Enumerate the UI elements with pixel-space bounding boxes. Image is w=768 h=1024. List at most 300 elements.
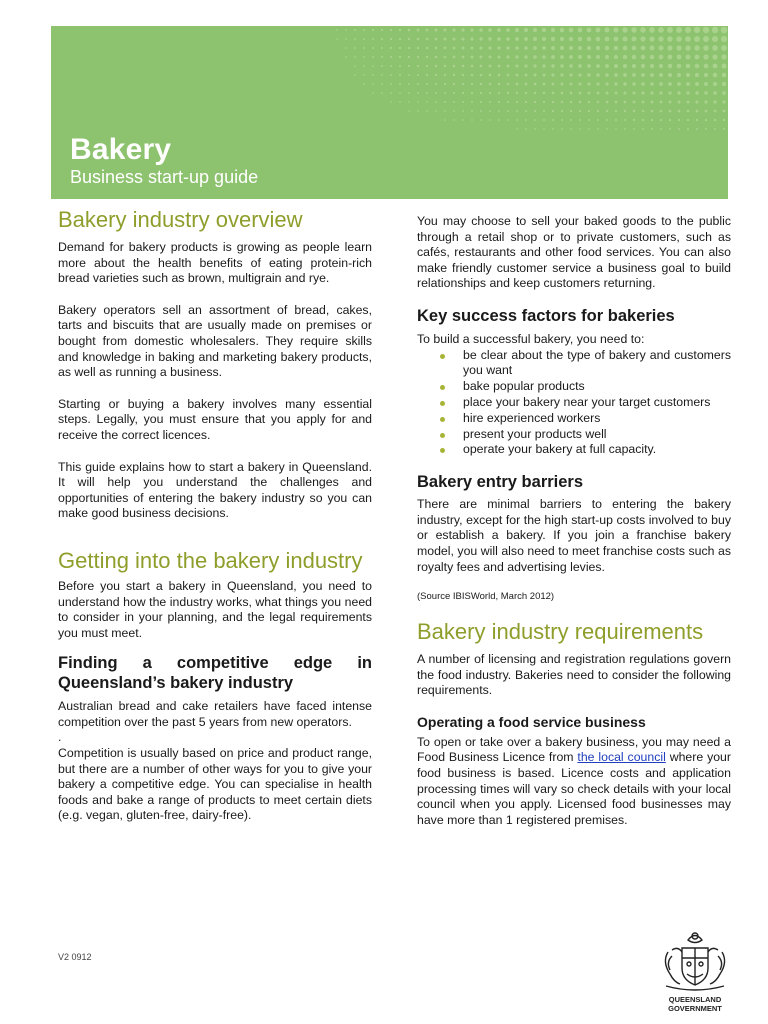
banner-dot (597, 101, 600, 104)
banner-dot (462, 56, 465, 59)
paragraph-starting: Starting or buying a bakery involves many essential steps. Legally, you must ensure that you apply for and receive the correct licences. (58, 396, 372, 442)
banner-dot (507, 101, 509, 103)
banner-dot (605, 73, 609, 77)
banner-dot (408, 74, 410, 76)
paragraph-key-intro: To build a successful bakery, you need to: (417, 331, 645, 346)
banner-dot (667, 27, 673, 33)
banner-dot (721, 54, 726, 59)
banner-dot (551, 64, 554, 67)
banner-dot (570, 92, 573, 95)
banner-dot (587, 64, 591, 68)
banner-dot (696, 119, 698, 121)
banner-dot (640, 36, 645, 41)
banner-dot (632, 64, 636, 68)
paragraph-entry-barriers: There are minimal barriers to entering the bakery industry, except for the high start-up costs involved to buy or establish a bakery. If you join a franchise bakery model, you will also need to meet franchise costs such as royalty fees and advertising levies. (417, 497, 731, 574)
banner-dot (390, 74, 392, 76)
banner-dot (515, 46, 519, 50)
banner-dot (542, 28, 546, 32)
banner-dot (561, 110, 563, 112)
banner-dot (721, 45, 727, 51)
banner-dot (533, 55, 536, 58)
banner-dot (543, 92, 546, 95)
banner-dot (390, 56, 392, 58)
banner-dot (686, 73, 690, 77)
banner-dot (372, 47, 374, 49)
banner-dot (723, 128, 725, 130)
banner-dot (578, 28, 583, 33)
banner-dot (372, 29, 374, 31)
banner-dot (471, 119, 473, 121)
banner-dot (480, 83, 482, 85)
banner-dot (687, 128, 689, 130)
banner-dot (426, 38, 429, 41)
banner-dot (561, 92, 564, 95)
banner-dot (687, 110, 690, 113)
banner-dot (408, 92, 410, 94)
banner-dot (426, 65, 428, 67)
banner-dot (345, 56, 347, 58)
source-citation: (Source IBISWorld, March 2012) (417, 591, 555, 603)
banner-dot (417, 56, 419, 58)
banner-dot (417, 101, 419, 103)
banner-dot (721, 36, 727, 42)
banner-dot (408, 38, 410, 40)
banner-dot (659, 82, 663, 86)
banner-dot (542, 73, 545, 76)
banner-dot (345, 38, 347, 40)
banner-dot (623, 82, 626, 85)
banner-dot (704, 73, 708, 77)
banner-dot (587, 37, 592, 42)
banner-dot (534, 110, 536, 112)
banner-dot (677, 64, 682, 69)
banner-dot (354, 65, 356, 67)
banner-dot (579, 92, 582, 95)
banner-dot (596, 82, 599, 85)
banner-dot (462, 119, 464, 121)
banner-dot (613, 27, 618, 32)
banner-dot (444, 38, 447, 41)
banner-dot (524, 64, 527, 67)
banner-dot (533, 46, 537, 50)
paragraph-sell-goods: You may choose to sell your baked goods to the public through a retail shop or to private customers, such as cafés, restaurants and other food services. You can also make friendly customer service a business goal to build relationships and keep customers returning. (417, 214, 731, 291)
banner-dot (516, 74, 519, 77)
banner-dot (497, 55, 500, 58)
banner-dot (453, 119, 455, 121)
banner-dot (525, 128, 527, 130)
list-item: place your bakery near your target customers (463, 395, 731, 411)
coat-of-arms-icon (658, 930, 732, 1016)
banner-dot (525, 110, 527, 112)
list-item: operate your bakery at full capacity. (463, 442, 731, 458)
banner-dot (714, 119, 716, 121)
banner-dot (570, 110, 572, 112)
heading-entry-barriers: Bakery entry barriers (417, 473, 584, 492)
banner-dot (543, 101, 545, 103)
banner-dot (615, 110, 617, 112)
banner-dot (345, 29, 347, 31)
banner-dot (721, 27, 728, 34)
banner-dot (696, 128, 698, 130)
paragraph-operators: Bakery operators sell an assortment of bread, cakes, tarts and biscuits that are usually made on premises or bought from domestic wholesalers. They require skills and knowledge in baking and marketing bakery products, as well as running a business. (58, 302, 372, 380)
banner-dot (498, 119, 500, 121)
banner-dot (631, 27, 636, 32)
banner-dot (426, 83, 428, 85)
banner-dot (453, 47, 456, 50)
banner-dot (570, 128, 572, 130)
crest-text-government: GOVERNMENT (668, 1004, 722, 1013)
banner-dot (596, 37, 601, 42)
banner-dot (551, 37, 555, 41)
banner-dot (579, 110, 581, 112)
banner-dot (399, 56, 401, 58)
banner-dot (560, 73, 563, 76)
banner-dot (560, 64, 563, 67)
banner-dot (489, 110, 491, 112)
banner-dot (677, 73, 681, 77)
banner-dot (659, 73, 663, 77)
banner-dot (525, 92, 528, 95)
banner-dot (614, 82, 617, 85)
banner-dot (685, 45, 690, 50)
banner-dot (462, 47, 465, 50)
banner-dot (561, 83, 564, 86)
banner-dot (462, 65, 465, 68)
banner-dot (354, 29, 356, 31)
banner-dot (480, 101, 482, 103)
banner-dot (399, 92, 401, 94)
banner-dot (713, 91, 717, 95)
paragraph-before-you-start: Before you start a bakery in Queensland, you need to understand how the industry works, what things you need to consider in your planning, and the legal requirements you must meet. (58, 578, 372, 640)
banner-dot (659, 55, 664, 60)
heading-industry-requirements: Bakery industry requirements (417, 619, 704, 645)
bullet-icon (440, 433, 445, 438)
banner-dot (525, 101, 527, 103)
banner-dot (435, 38, 438, 41)
banner-dot (633, 110, 635, 112)
banner-dot (533, 37, 537, 41)
bullet-icon (440, 448, 445, 453)
banner-dot (507, 92, 509, 94)
banner-dot (579, 101, 582, 104)
banner-dot (479, 37, 482, 40)
crest-text-queensland: QUEENSLAND (668, 995, 722, 1004)
banner-dot (695, 100, 698, 103)
bullet-icon (440, 385, 445, 390)
banner-dot (507, 83, 510, 86)
banner-dot (462, 83, 464, 85)
banner-dot (542, 37, 546, 41)
banner-dot (479, 28, 482, 31)
banner-dot (588, 128, 590, 130)
banner-dot (714, 110, 717, 113)
banner-dot (372, 83, 374, 85)
banner-dot (552, 128, 554, 130)
banner-dot (587, 28, 592, 33)
banner-dot (622, 27, 627, 32)
banner-dot (516, 119, 518, 121)
banner-dot (399, 47, 401, 49)
banner-dot (696, 110, 699, 113)
banner-dot (686, 82, 690, 86)
success-factors-list (417, 348, 731, 459)
banner-dot (543, 119, 545, 121)
banner-dot (408, 47, 410, 49)
banner-dot (399, 83, 401, 85)
banner-dot (542, 55, 546, 59)
banner-dot (435, 83, 437, 85)
banner-dot (444, 65, 446, 67)
banner-dot (649, 27, 655, 33)
banner-dot (542, 64, 545, 67)
banner-dot (624, 128, 626, 130)
banner-dot (498, 110, 500, 112)
banner-dot (390, 83, 392, 85)
banner-dot (668, 64, 672, 68)
banner-dot (471, 101, 473, 103)
banner-dot (605, 64, 609, 68)
banner-dot (479, 46, 482, 49)
banner-dot (588, 110, 590, 112)
banner-dot (444, 47, 447, 50)
banner-dot (533, 64, 536, 67)
banner-dot (444, 74, 446, 76)
banner-dot (506, 37, 510, 41)
banner-dot (668, 73, 672, 77)
banner-dot (722, 64, 727, 69)
banner-dot (569, 37, 573, 41)
version-number: V2 0912 (58, 952, 92, 962)
banner-dot (426, 74, 428, 76)
banner-dot (642, 110, 645, 113)
banner-dot (372, 65, 374, 67)
banner-dot (588, 92, 591, 95)
banner-dot (605, 55, 609, 59)
banner-dot (641, 55, 646, 60)
banner-dot (399, 38, 401, 40)
banner-dot (669, 101, 672, 104)
banner-dot (390, 65, 392, 67)
banner-dot (579, 128, 581, 130)
banner-dot (615, 128, 617, 130)
banner-dot (497, 37, 501, 41)
banner-dot (462, 92, 464, 94)
heading-getting-into-industry: Getting into the bakery industry (58, 547, 363, 573)
document-subtitle: Business start-up guide (70, 167, 259, 187)
banner-dot (480, 74, 483, 77)
banner-dot (677, 55, 682, 60)
banner-dot (470, 28, 473, 31)
banner-dot (605, 37, 610, 42)
banner-dot (569, 28, 574, 33)
paragraph-demand: Demand for bakery products is growing as people learn more about the health benefits of eating protein-rich bread varieties such as brown, multigrain and rye. (58, 240, 372, 286)
banner-dot (597, 119, 599, 121)
banner-dot (480, 92, 482, 94)
banner-dot (471, 65, 474, 68)
banner-dot (516, 83, 519, 86)
banner-dot (506, 46, 509, 49)
banner-dot (676, 45, 681, 50)
banner-dot (551, 28, 555, 32)
banner-dot (658, 45, 663, 50)
banner-dot (453, 56, 456, 59)
banner-dot (596, 28, 601, 33)
banner-dot (524, 28, 528, 32)
banner-dot (606, 128, 608, 130)
banner-dot (588, 119, 590, 121)
banner-dot (624, 101, 627, 104)
banner-dot (713, 64, 718, 69)
heading-food-service-business: Operating a food service business (417, 713, 646, 730)
banner-dot (381, 74, 383, 76)
banner-dot (471, 74, 474, 77)
banner-dot (578, 55, 582, 59)
banner-dot (578, 64, 582, 68)
banner-dot (506, 55, 509, 58)
banner-dot (587, 55, 591, 59)
banner-dot (417, 92, 419, 94)
banner-dot (443, 28, 446, 31)
banner-dot (551, 55, 555, 59)
banner-dot (516, 110, 518, 112)
banner-dot (534, 101, 536, 103)
banner-dot (606, 119, 608, 121)
banner-dot (651, 128, 653, 130)
banner-dot (435, 56, 438, 59)
banner-dot (552, 83, 555, 86)
banner-dot (435, 92, 437, 94)
banner-dot (705, 119, 707, 121)
banner-dot (515, 28, 519, 32)
paragraph-competition-retailers: Australian bread and cake retailers have faced intense competition over the past 5 years from new operators. (58, 699, 372, 729)
banner-dot (453, 101, 455, 103)
banner-dot (372, 38, 374, 40)
banner-dot (507, 65, 510, 68)
banner-dot (552, 92, 555, 95)
banner-dot (614, 91, 617, 94)
banner-dot (560, 55, 564, 59)
banner-dot (471, 83, 473, 85)
banner-dot (426, 29, 429, 32)
banner-dot (444, 56, 447, 59)
banner-dot (534, 119, 536, 121)
banner-dot (516, 128, 518, 130)
banner-dot (417, 74, 419, 76)
banner-dot (642, 128, 644, 130)
banner-dot (354, 56, 356, 58)
banner-dot (363, 65, 365, 67)
banner-dot (678, 119, 680, 121)
banner-dot (534, 92, 537, 95)
banner-dot (623, 91, 626, 94)
banner-dot (533, 73, 536, 76)
banner-dot (570, 101, 573, 104)
banner-dot (694, 36, 700, 42)
banner-dot (713, 73, 717, 77)
banner-dot (704, 100, 707, 103)
banner-dot (399, 74, 401, 76)
banner-dot (641, 91, 644, 94)
banner-dot (497, 46, 500, 49)
banner-dot (623, 64, 627, 68)
banner-dot (632, 82, 635, 85)
banner-dot (650, 64, 654, 68)
banner-dot (399, 101, 401, 103)
banner-dot (685, 27, 691, 33)
banner-dot (596, 46, 600, 50)
banner-dot (587, 46, 591, 50)
banner-dot (694, 45, 699, 50)
banner-dot (579, 119, 581, 121)
banner-dot (686, 100, 689, 103)
banner-dot (597, 128, 599, 130)
heading-competitive-edge: Finding a competitive edge in Queensland’s bakery industry (58, 654, 372, 693)
banner-dot (489, 101, 491, 103)
banner-dot (560, 28, 565, 33)
banner-dot (444, 92, 446, 94)
banner-dot (390, 101, 392, 103)
banner-dot (390, 29, 392, 31)
banner-dot (516, 101, 518, 103)
banner-dot (498, 74, 501, 77)
banner-dot (660, 101, 663, 104)
banner-dot (408, 101, 410, 103)
banner-dot (606, 92, 609, 95)
banner-dot (363, 29, 365, 31)
banner-dot (543, 83, 546, 86)
banner-dot (453, 83, 455, 85)
banner-dot (462, 74, 464, 76)
banner-dot (633, 101, 636, 104)
banner-dot (417, 29, 420, 32)
banner-dot (390, 38, 392, 40)
banner-dot (489, 74, 492, 77)
banner-dot (695, 91, 699, 95)
banner-dot (641, 82, 645, 86)
banner-dot (569, 82, 572, 85)
banner-dot (704, 91, 708, 95)
banner-dot (551, 73, 554, 76)
banner-dot (569, 73, 572, 76)
banner-dot (354, 38, 356, 40)
banner-dot (723, 119, 725, 121)
banner-dot (363, 56, 365, 58)
banner-dot (372, 56, 374, 58)
banner-dot (686, 64, 691, 69)
banner-dot (381, 38, 383, 40)
banner-dot (525, 74, 528, 77)
banner-dot (498, 83, 501, 86)
banner-dot (695, 73, 699, 77)
paragraph-stray-period: . (58, 730, 62, 745)
list-item: hire experienced workers (463, 411, 731, 427)
banner-dot (660, 110, 663, 113)
local-council-link[interactable]: the local council (577, 750, 666, 765)
banner-dot (489, 119, 491, 121)
banner-dot (417, 110, 419, 112)
banner-dot (561, 101, 563, 103)
banner-dot (408, 110, 410, 112)
banner-dot (507, 110, 509, 112)
banner-dot (703, 45, 709, 51)
banner-dot (435, 74, 437, 76)
banner-dot (488, 55, 491, 58)
banner-dot (650, 82, 654, 86)
banner-dot (381, 83, 383, 85)
banner-dot (453, 92, 455, 94)
banner-dot (354, 47, 356, 49)
banner-dot (667, 45, 672, 50)
